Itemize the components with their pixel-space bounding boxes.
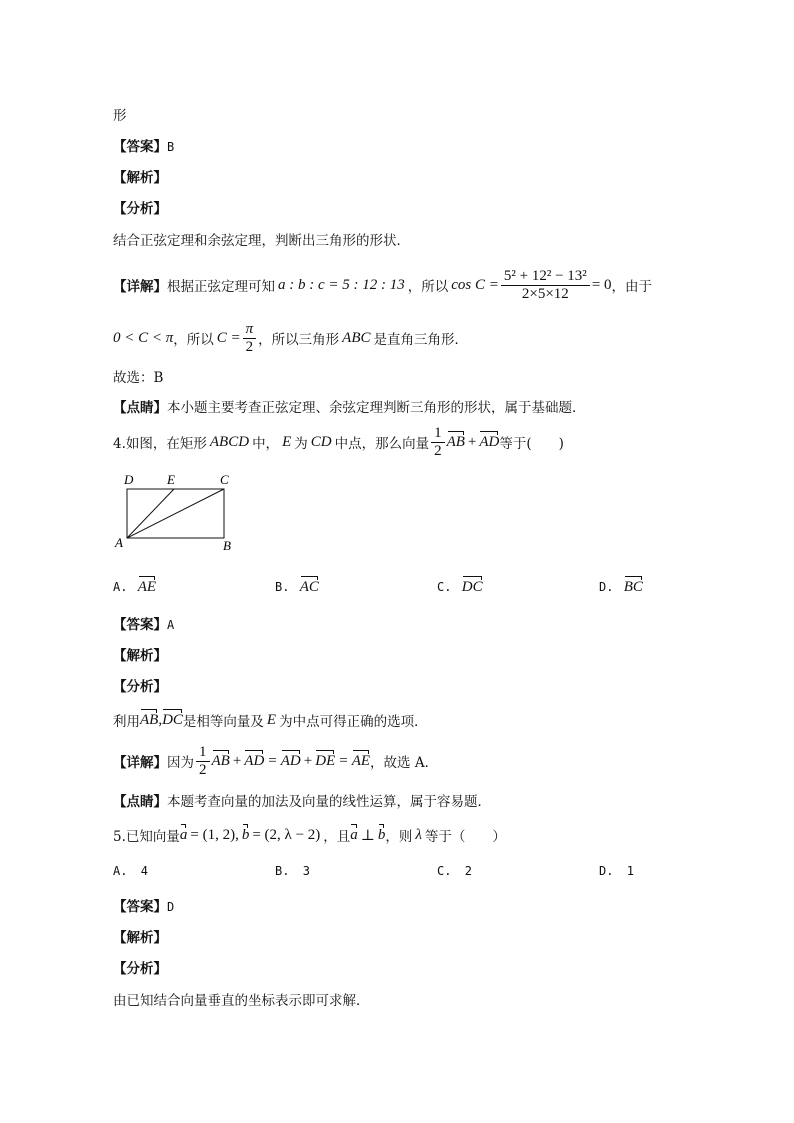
option-value: 1: [626, 864, 634, 878]
q3-tail-text: 形: [113, 108, 127, 124]
half-denominator: 2: [434, 442, 442, 459]
q3-detail-line-1: [113, 265, 652, 305]
stem-text: 等于（ ）: [424, 829, 506, 845]
detail-label: 【详解】: [113, 755, 167, 771]
q3-answer: [113, 135, 174, 155]
cos-lhs: cos C =: [451, 276, 499, 293]
comma: ,: [158, 711, 163, 728]
vector-ab: AB: [140, 711, 159, 728]
stem-text: 4.如图，在矩形: [113, 436, 207, 452]
rectangle-figure: [110, 470, 240, 554]
detail-text: ，所以: [407, 279, 449, 295]
answer-label: 【答案】: [113, 139, 167, 155]
cos-rhs: = 0: [591, 276, 612, 293]
q4-option-c[interactable]: [437, 579, 483, 596]
q5-option-a[interactable]: [113, 864, 148, 878]
q4-detail-line: [113, 741, 438, 781]
option-vector: AE: [137, 579, 157, 595]
vector-b: b: [241, 826, 250, 843]
equals-sign: =: [268, 752, 277, 769]
stem-text: 中，: [252, 436, 280, 452]
q4-option-d[interactable]: [599, 579, 643, 596]
stem-text: 5.已知向量: [113, 829, 180, 845]
option-letter: D.: [599, 580, 614, 594]
stem-text: ，则: [385, 829, 413, 845]
vector-b-value: = (2, λ − 2): [252, 826, 321, 843]
q4-option-b[interactable]: [275, 579, 319, 596]
label-a: A: [115, 535, 123, 550]
comment-text: 本题考查向量的加法及向量的线性运算，属于容易题．: [167, 794, 491, 810]
vector-b: b: [377, 826, 386, 843]
q4-option-a[interactable]: [113, 579, 156, 596]
plus-sign: +: [467, 433, 477, 450]
plus-sign: +: [232, 752, 242, 769]
vector-ab: AB: [211, 752, 230, 769]
q3-comment: [113, 396, 586, 416]
q3-fenxi-label: 【分析】: [113, 201, 167, 217]
comment-label: 【点睛】: [113, 794, 167, 810]
option-value: 2: [464, 864, 472, 878]
lambda-symbol: λ: [415, 826, 422, 843]
point-e: E: [266, 711, 277, 728]
c-numerator: π: [243, 321, 257, 339]
vector-ad: AD: [244, 752, 265, 769]
option-letter: A.: [113, 580, 128, 594]
answer-value: A: [167, 618, 175, 632]
comment-label: 【点睛】: [113, 400, 167, 416]
detail-text: 因为: [167, 755, 194, 771]
point-e: E: [282, 433, 292, 450]
stem-text: 为: [294, 436, 308, 452]
stem-text: ，且: [323, 829, 351, 845]
q3-choice-line: 故选：B: [113, 370, 164, 386]
segment-cd: CD: [310, 433, 332, 450]
detail-label: 【详解】: [113, 279, 167, 295]
equals-sign: =: [339, 752, 348, 769]
option-letter: B.: [275, 580, 290, 594]
q5-fenxi-label: 【分析】: [113, 961, 167, 977]
vector-de: DE: [315, 752, 336, 769]
stem-text: 等于( ): [499, 436, 564, 452]
vector-ad: AD: [280, 752, 301, 769]
fenxi-text: 利用: [113, 714, 140, 730]
label-e: E: [167, 472, 175, 487]
segment-ae: [127, 489, 174, 538]
fenxi-text: 为中点可得正确的选项．: [279, 714, 428, 730]
option-letter: C.: [437, 864, 452, 878]
q3-detail-line-2: [113, 318, 468, 358]
q5-answer: [113, 895, 174, 915]
q5-option-c[interactable]: [437, 864, 472, 878]
label-c: C: [220, 472, 229, 487]
half-numerator: 1: [431, 425, 445, 443]
cos-numerator: 5² + 12² − 13²: [501, 268, 590, 286]
label-b: B: [223, 538, 231, 553]
vector-dc: DC: [162, 711, 183, 728]
cos-denominator: 2×5×12: [521, 285, 569, 302]
vector-a-value: = (1, 2),: [190, 826, 239, 843]
vector-ae: AE: [351, 752, 371, 769]
q4-fenxi-label: 【分析】: [113, 679, 167, 695]
q5-analysis-label: 【解析】: [113, 930, 167, 946]
answer-label: 【答案】: [113, 617, 167, 633]
option-letter: C.: [437, 580, 452, 594]
cos-fraction: [501, 268, 590, 303]
c-fraction: [243, 321, 257, 356]
stem-text: 中点，那么向量: [334, 436, 430, 452]
q5-stem: [113, 820, 506, 850]
q4-analysis-label: 【解析】: [113, 648, 167, 664]
option-vector: AC: [299, 579, 319, 595]
c-lhs: C =: [216, 329, 241, 346]
option-vector: DC: [461, 579, 483, 595]
option-letter: B.: [275, 864, 290, 878]
ratio-expression: a : b : c = 5 : 12 : 13: [278, 276, 405, 293]
detail-text: ，所以: [173, 332, 214, 348]
q4-comment: [113, 790, 491, 810]
detail-text: 是直角三角形．: [373, 332, 469, 348]
half-denominator: 2: [199, 761, 207, 778]
q5-fenxi-text: 由已知结合向量垂直的坐标表示即可求解．: [113, 993, 370, 1009]
option-value: 3: [302, 864, 310, 878]
detail-text: ，由于: [611, 279, 653, 295]
label-d: D: [124, 472, 134, 487]
answer-value: D: [167, 900, 175, 914]
q3-analysis-label: 【解析】: [113, 170, 167, 186]
q5-option-d[interactable]: [599, 864, 634, 878]
segment-ac: [127, 489, 224, 538]
vector-a: a: [179, 826, 188, 843]
q4-stem: [113, 422, 564, 462]
vector-ab: AB: [446, 433, 465, 450]
q4-fenxi-line: [113, 706, 428, 734]
q4-answer: [113, 613, 174, 633]
half-numerator: 1: [196, 744, 210, 762]
option-vector: BC: [623, 579, 643, 595]
option-letter: D.: [599, 864, 614, 878]
option-value: 4: [140, 864, 148, 878]
option-letter: A.: [113, 864, 128, 878]
vector-ad: AD: [479, 433, 500, 450]
vector-a: a: [350, 826, 358, 843]
half-fraction: [196, 744, 210, 779]
detail-text: 根据正弦定理可知: [167, 279, 275, 295]
answer-label: 【答案】: [113, 899, 167, 915]
range-expression: 0 < C < π: [113, 329, 174, 346]
plus-sign: +: [303, 752, 313, 769]
triangle-name: ABC: [342, 329, 371, 346]
perpendicular-symbol: ⊥: [360, 827, 375, 844]
comment-text: 本小题主要考查正弦定理、余弦定理判断三角形的形状，属于基础题．: [167, 400, 586, 416]
half-fraction: [431, 425, 445, 460]
q5-option-b[interactable]: [275, 864, 310, 878]
c-denominator: 2: [245, 338, 254, 355]
rectangle-name: ABCD: [209, 433, 250, 450]
detail-text: ，所以三角形: [258, 332, 340, 348]
q3-fenxi-text: 结合正弦定理和余弦定理，判断出三角形的形状．: [113, 233, 410, 249]
fenxi-text: 是相等向量及: [182, 714, 264, 730]
detail-text: ，故选 A．: [370, 755, 439, 771]
answer-value: B: [167, 140, 175, 154]
